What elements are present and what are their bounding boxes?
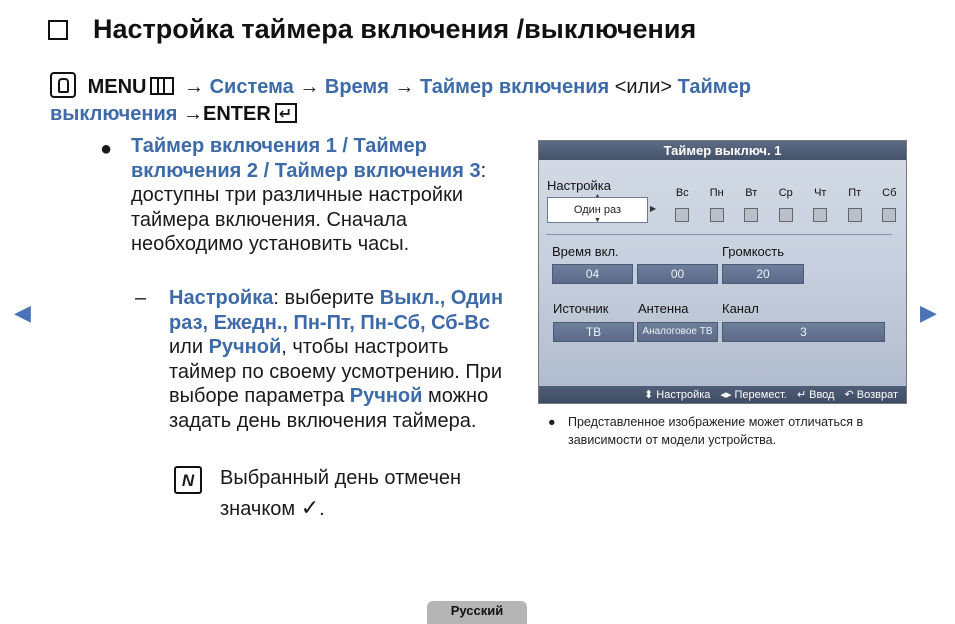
day-label: Пн xyxy=(709,187,724,199)
path-arrow-3: → xyxy=(394,76,415,98)
path-arrow-4: → xyxy=(183,103,203,125)
dash-setting: Настройка xyxy=(169,287,274,309)
dash-mark: – xyxy=(135,287,147,309)
volume-field[interactable]: 20 xyxy=(722,264,804,284)
day-checkbox[interactable] xyxy=(710,208,724,222)
note-text: Выбранный день отмечен значком xyxy=(220,467,462,520)
footer-move: ◂▸ Перемест. xyxy=(720,389,787,401)
note-text-wrap xyxy=(220,464,504,524)
checkmark-icon: ✓ xyxy=(300,495,320,520)
hour-field[interactable]: 04 xyxy=(552,264,633,284)
note-period: . xyxy=(319,498,325,520)
tv-title: Таймер выключ. 1 xyxy=(539,141,906,160)
on-timer-bullet xyxy=(100,134,510,257)
bullet-dot: ● xyxy=(100,138,113,160)
day-sun[interactable] xyxy=(665,187,700,222)
note xyxy=(174,464,504,524)
path-off-timer: Таймер выключения xyxy=(50,76,751,125)
next-page-arrow-icon[interactable]: ▶ xyxy=(920,300,937,325)
day-checkboxes xyxy=(665,187,907,222)
tv-setting-select[interactable]: Один раз xyxy=(547,197,648,223)
enter-label: ENTER xyxy=(203,103,271,125)
day-mon[interactable] xyxy=(700,187,735,222)
volume-label: Громкость xyxy=(722,244,784,259)
remote-hand-icon xyxy=(50,72,76,98)
day-fri[interactable] xyxy=(838,187,873,222)
image-disclaimer xyxy=(548,413,908,449)
channel-field[interactable]: 3 xyxy=(722,322,885,342)
antenna-label: Антенна xyxy=(638,301,689,316)
enter-icon xyxy=(275,103,297,123)
footer-enter: ↵ Ввод xyxy=(796,389,835,401)
spin-down-icon: ▼ xyxy=(594,217,601,224)
path-on-timer: Таймер включения xyxy=(419,76,610,98)
note-icon: N xyxy=(174,466,202,494)
minute-field[interactable]: 00 xyxy=(637,264,718,284)
source-field[interactable]: ТВ xyxy=(553,322,634,342)
day-checkbox[interactable] xyxy=(882,208,896,222)
source-label: Источник xyxy=(553,301,609,316)
disclaimer-dot: ● xyxy=(548,415,556,429)
day-label: Вт xyxy=(745,187,758,199)
checkbox-square-icon xyxy=(48,20,68,40)
day-checkbox[interactable] xyxy=(813,208,827,222)
menu-path xyxy=(50,72,840,128)
dash-text-2: или xyxy=(169,336,209,358)
day-label: Ср xyxy=(778,187,793,199)
path-time: Время xyxy=(324,76,389,98)
day-label: Вс xyxy=(675,187,689,199)
day-sat[interactable] xyxy=(872,187,907,222)
dash-text-4: можно задать день включения таймера. xyxy=(169,385,489,432)
footer-adjust: ⬍ Настройка xyxy=(643,389,711,401)
language-tab[interactable]: Русский xyxy=(427,601,527,624)
day-wed[interactable] xyxy=(769,187,804,222)
bullet-text xyxy=(131,134,510,257)
channel-label: Канал xyxy=(722,301,759,316)
day-checkbox[interactable] xyxy=(675,208,689,222)
disclaimer-text: Представленное изображение может отличаться в зависимости от модели устройства. xyxy=(568,415,864,447)
menu-icon xyxy=(150,77,174,95)
day-label: Чт xyxy=(814,187,827,199)
tv-footer xyxy=(539,386,906,403)
path-arrow-1: → xyxy=(184,76,205,98)
page-title: Настройка таймера включения /выключения xyxy=(93,14,697,44)
dash-text xyxy=(169,286,510,433)
off-timer-screen xyxy=(538,140,907,404)
page-heading xyxy=(48,14,696,45)
path-system: Система xyxy=(209,76,294,98)
tv-setting-label: Настройка xyxy=(547,178,611,193)
on-time-label: Время вкл. xyxy=(552,244,619,259)
footer-back: ↶ Возврат xyxy=(844,389,898,401)
right-arrow-icon: ▶ xyxy=(650,204,657,213)
path-arrow-2: → xyxy=(299,76,320,98)
path-or: <или> xyxy=(614,76,673,98)
divider xyxy=(546,234,892,235)
prev-page-arrow-icon[interactable]: ◀ xyxy=(14,300,31,325)
day-label: Пт xyxy=(848,187,862,199)
dash-text-1: : выберите xyxy=(273,287,380,309)
dash-options: Выкл., Один раз, Ежедн., Пн-Пт, Пн-Сб, Сб-Вс xyxy=(169,287,504,334)
dash-text-3: , чтобы настроить таймер по своему усмотрению. При выборе параметра xyxy=(169,336,503,407)
dash-manual: Ручной xyxy=(208,336,282,358)
setting-subitem xyxy=(135,286,510,433)
bullet-description: : доступны три различные настройки таймера включения. Сначала необходимо установить часы. xyxy=(131,159,487,255)
day-thu[interactable] xyxy=(803,187,838,222)
day-checkbox[interactable] xyxy=(779,208,793,222)
day-tue[interactable] xyxy=(734,187,769,222)
bullet-title: Таймер включения 1 / Таймер включения 2 / Таймер включения 3 xyxy=(131,135,481,182)
day-label: Сб xyxy=(882,187,897,199)
antenna-field[interactable]: Аналоговое ТВ xyxy=(637,322,718,342)
day-checkbox[interactable] xyxy=(744,208,758,222)
dash-manual-2: Ручной xyxy=(349,385,423,407)
menu-label: MENU xyxy=(87,76,147,98)
day-checkbox[interactable] xyxy=(848,208,862,222)
